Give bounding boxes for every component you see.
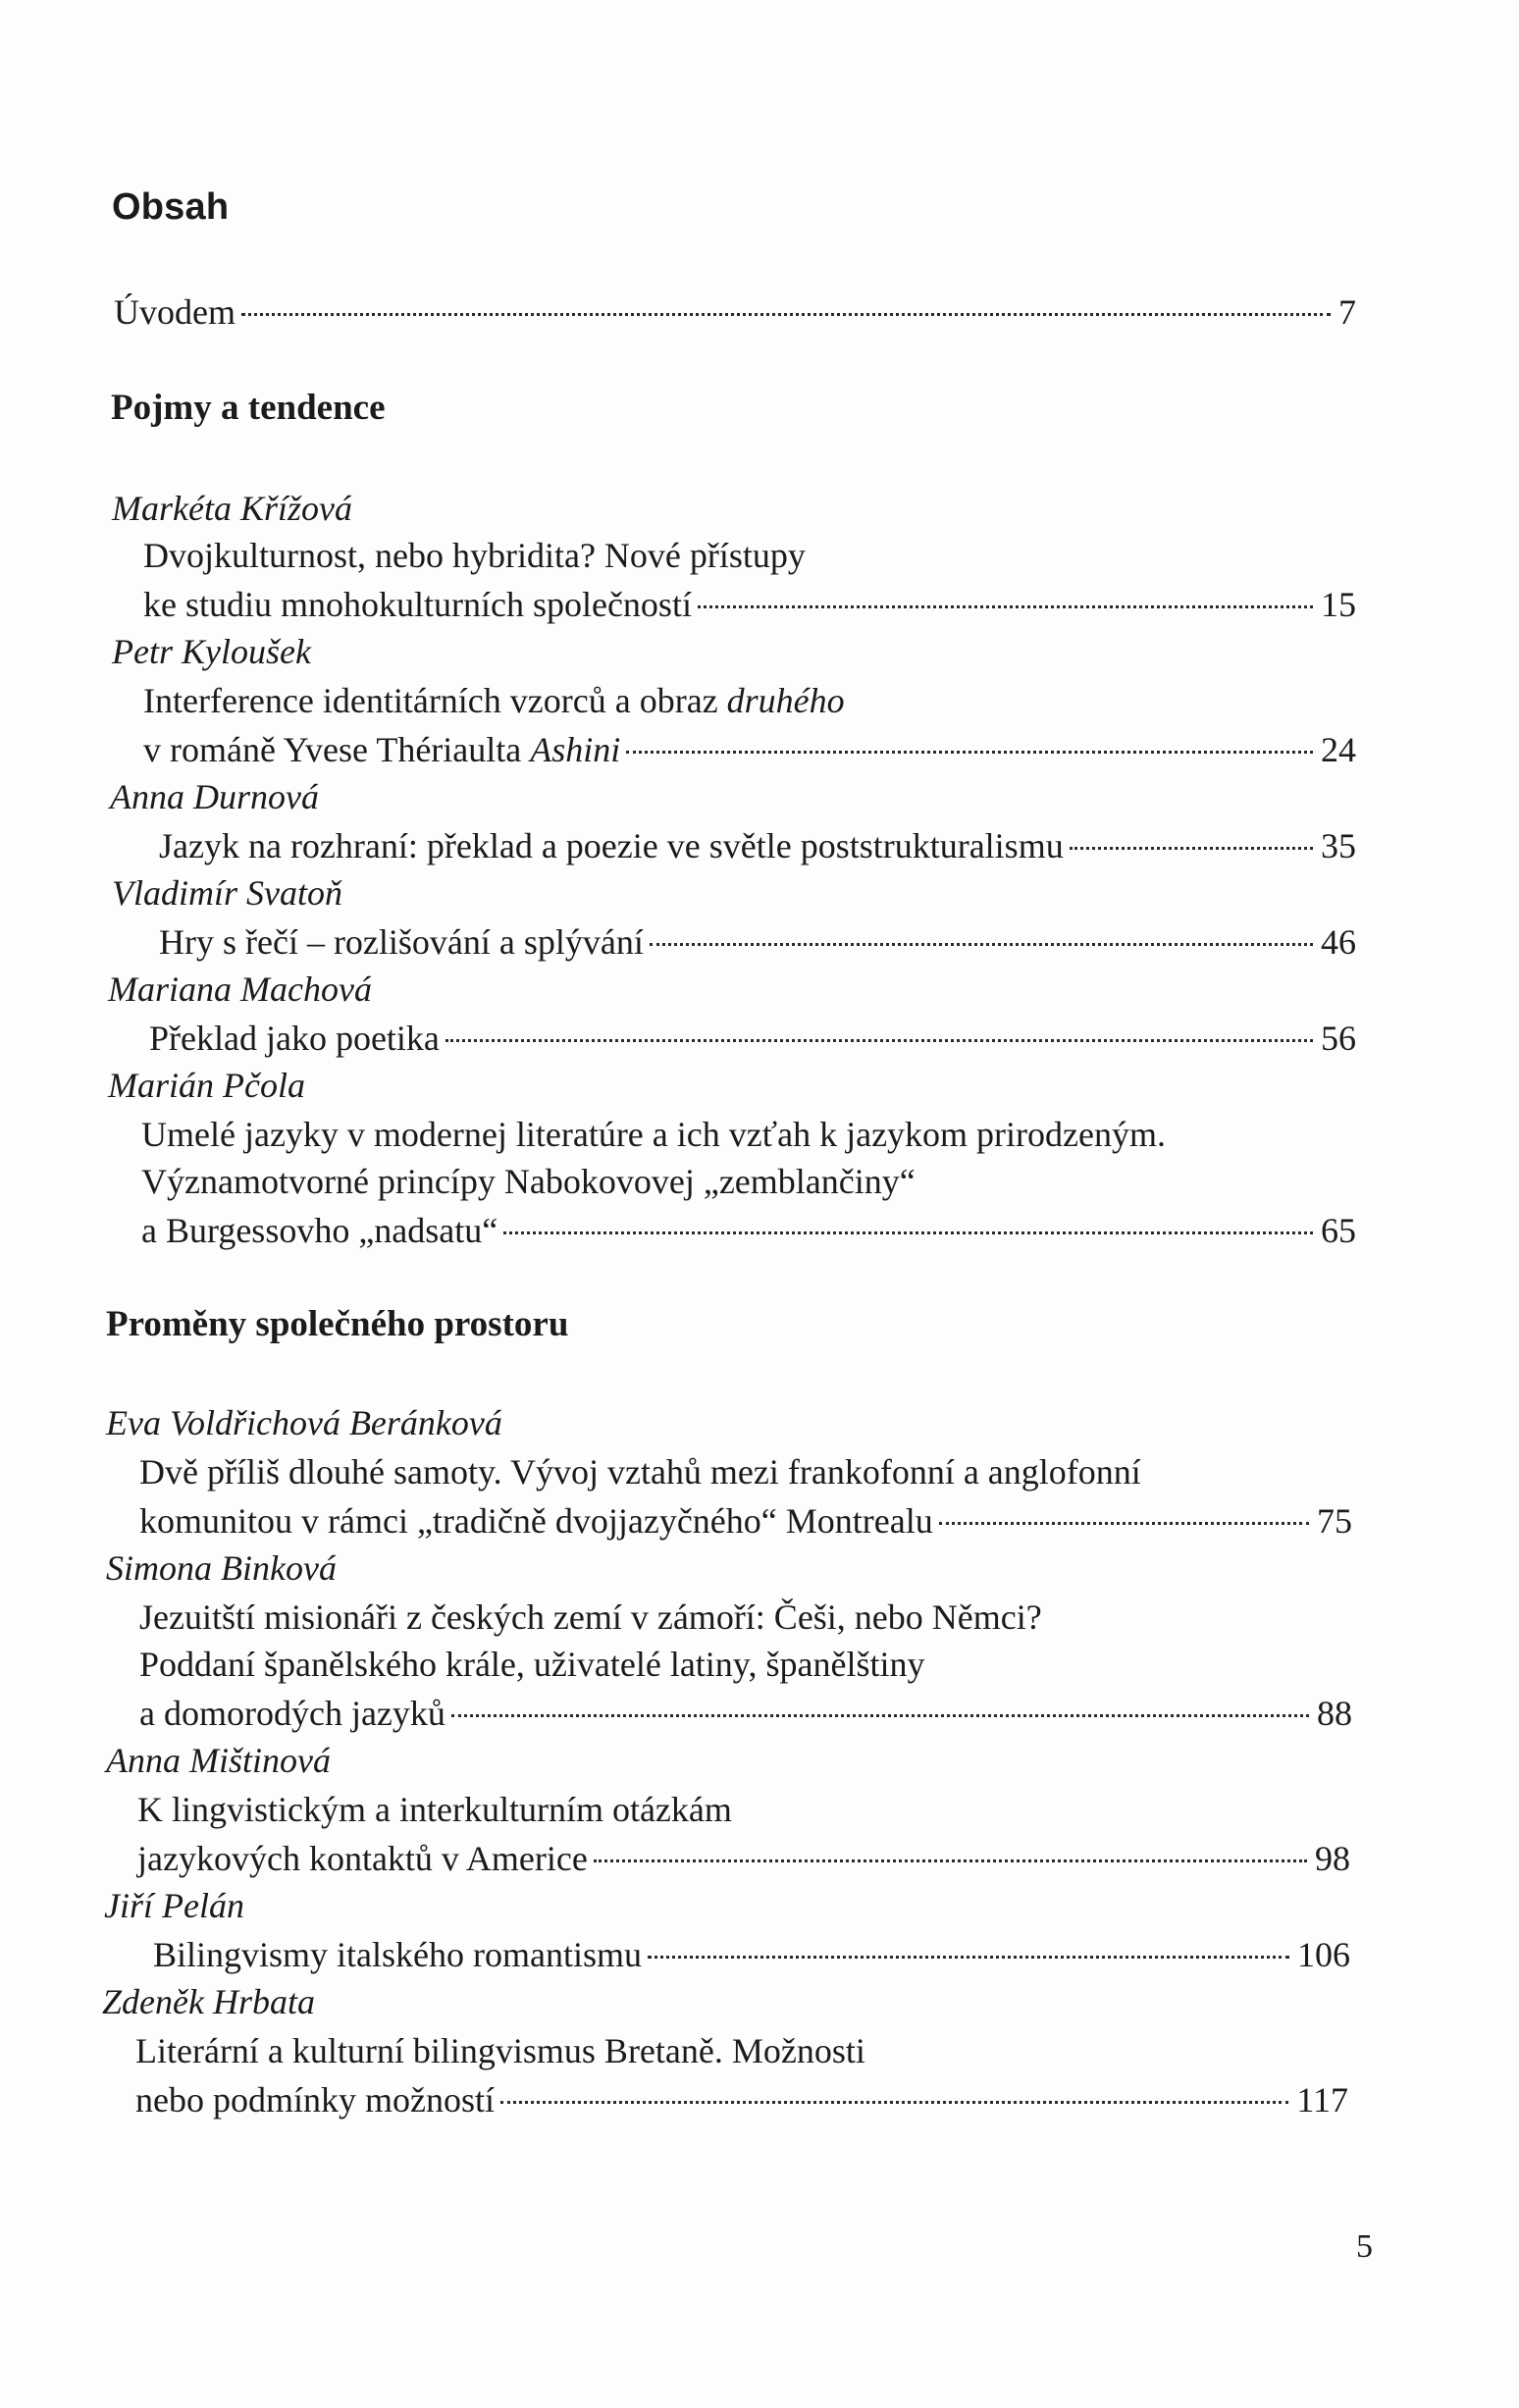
dot-leader	[650, 943, 1313, 946]
toc-entry[interactable]	[139, 1497, 1352, 1544]
entry-title-line: Dvě příliš dlouhé samoty. Vývoj vztahů mezi frankofonní a anglofonní	[139, 1452, 1141, 1492]
dot-leader	[698, 605, 1313, 608]
page-number: 46	[1321, 922, 1356, 962]
dot-leader	[241, 313, 1331, 316]
page-number: 75	[1317, 1501, 1352, 1541]
toc-entry[interactable]	[143, 581, 1356, 628]
entry-title-line: ke studiu mnohokulturních společností	[143, 585, 692, 624]
title-emphasis: druhého	[726, 681, 845, 720]
dot-leader	[648, 1956, 1289, 1959]
entry-author: Vladimír Svatoň	[112, 873, 342, 913]
entry-title-line: a Burgessovho „nadsatu“	[141, 1211, 498, 1250]
entry-author: Zdeněk Hrbata	[102, 1982, 315, 2021]
entry-title-line: jazykových kontaktů v Americe	[137, 1839, 588, 1878]
entry-author: Eva Voldřichová Beránková	[106, 1403, 502, 1442]
entry-title-line	[143, 677, 845, 724]
entry-title-line: Jezuitští misionáři z českých zemí v zámoří: Češi, nebo Němci?	[139, 1597, 1042, 1637]
toc-entry[interactable]	[141, 1207, 1356, 1254]
page-number: 56	[1321, 1019, 1356, 1058]
entry-author: Anna Mištinová	[106, 1741, 331, 1780]
page-number: 117	[1296, 2080, 1348, 2120]
page-number: 24	[1321, 730, 1356, 769]
toc-entry[interactable]	[159, 822, 1356, 869]
dot-leader	[500, 2101, 1288, 2104]
dot-leader	[939, 1522, 1309, 1525]
toc-entry[interactable]	[137, 1835, 1350, 1882]
dot-leader	[594, 1859, 1307, 1862]
entry-title-line: komunitou v rámci „tradičně dvojjazyčného“ Montrealu	[139, 1501, 933, 1541]
dot-leader	[503, 1231, 1313, 1234]
section-title-1: Pojmy a tendence	[111, 388, 386, 428]
title-emphasis: Ashini	[530, 730, 621, 769]
toc-entry[interactable]	[159, 918, 1356, 966]
entry-title-line: Poddaní španělského krále, uživatelé latiny, španělštiny	[139, 1645, 925, 1684]
page-number: 106	[1297, 1935, 1350, 1974]
entry-title-line: Významotvorné princípy Nabokovovej „zemblančiny“	[141, 1162, 916, 1201]
entry-title-line: Literární a kulturní bilingvismus Bretaně. Možnosti	[135, 2031, 865, 2070]
page-number: 65	[1321, 1211, 1356, 1250]
toc-entry[interactable]	[143, 726, 1356, 773]
entry-title-line: Překlad jako poetika	[149, 1019, 440, 1058]
dot-leader	[451, 1714, 1309, 1717]
entry-author: Petr Kyloušek	[112, 632, 311, 671]
title-text: v románě Yvese Thériaulta	[143, 730, 531, 769]
title-text: Interference identitárních vzorců a obraz	[143, 681, 727, 720]
entry-author: Simona Binková	[106, 1548, 337, 1588]
entry-title-line: a domorodých jazyků	[139, 1694, 445, 1733]
dot-leader	[445, 1039, 1313, 1042]
entry-title: Úvodem	[114, 292, 236, 332]
entry-title-line: K lingvistickým a interkulturním otázkám	[137, 1790, 732, 1829]
page-folio: 5	[1356, 2228, 1373, 2265]
entry-author: Mariana Machová	[108, 969, 372, 1009]
page-number: 98	[1315, 1839, 1350, 1878]
page-number: 7	[1338, 292, 1356, 332]
dot-leader	[1070, 847, 1313, 850]
entry-title-line: Hry s řečí – rozlišování a splývání	[159, 922, 644, 962]
page-number: 88	[1317, 1694, 1352, 1733]
entry-author: Anna Durnová	[110, 777, 319, 816]
entry-author: Markéta Křížová	[112, 489, 352, 528]
entry-title-line	[143, 726, 620, 773]
entry-title-line: Jazyk na rozhraní: překlad a poezie ve světle poststrukturalismu	[159, 826, 1064, 865]
section-title-2: Proměny společného prostoru	[106, 1304, 569, 1344]
entry-author: Marián Pčola	[108, 1066, 305, 1105]
toc-entry[interactable]	[149, 1015, 1356, 1062]
entry-author: Jiří Pelán	[104, 1886, 244, 1925]
page-number: 15	[1321, 585, 1356, 624]
page-number: 35	[1321, 826, 1356, 865]
toc-entry[interactable]	[139, 1690, 1352, 1737]
toc-entry-intro[interactable]	[114, 288, 1356, 336]
toc-entry[interactable]	[135, 2076, 1348, 2123]
entry-title-line: Umelé jazyky v modernej literatúre a ich vzťah k jazykom prirodzeným.	[141, 1115, 1166, 1154]
page-title: Obsah	[112, 186, 230, 228]
entry-title-line: nebo podmínky možností	[135, 2080, 495, 2120]
dot-leader	[626, 751, 1313, 754]
entry-title-line: Dvojkulturnost, nebo hybridita? Nové přístupy	[143, 536, 806, 575]
toc-entry[interactable]	[153, 1931, 1350, 1978]
entry-title-line: Bilingvismy italského romantismu	[153, 1935, 642, 1974]
